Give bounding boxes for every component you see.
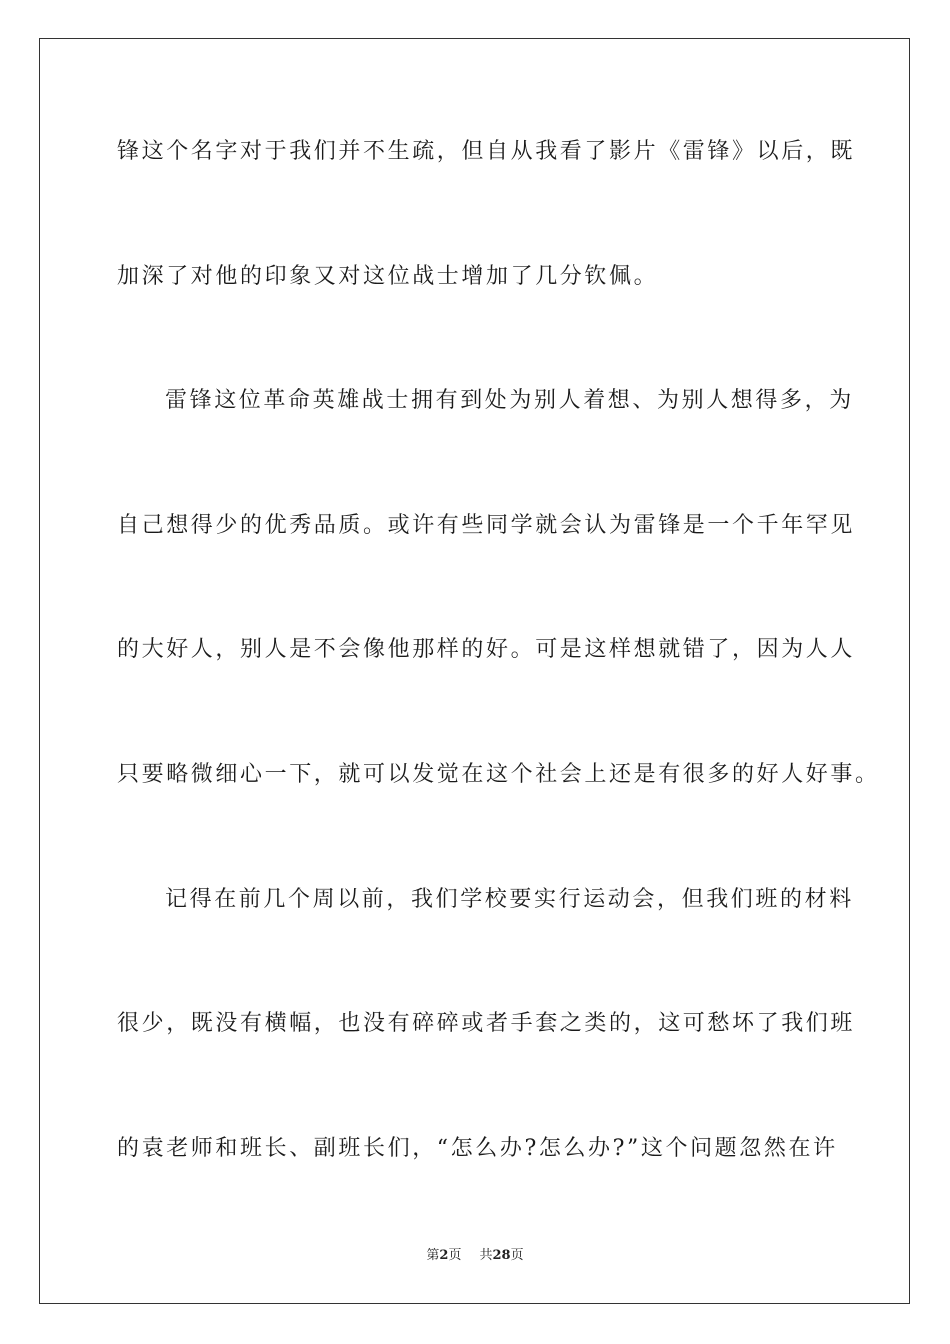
total-prefix: 共 bbox=[479, 1248, 493, 1263]
total-pages: 28 bbox=[492, 1248, 511, 1263]
text-line-6: 只要略微细心一下，就可以发觉在这个社会上还是有很多的好人好事。 bbox=[117, 762, 880, 787]
text-line-5: 的大好人，别人是不会像他那样的好。可是这样想就错了，因为人人 bbox=[117, 637, 856, 662]
text-line-4: 自己想得少的优秀品质。或许有些同学就会认为雷锋是一个千年罕见 bbox=[117, 513, 856, 538]
text-line-2: 加深了对他的印象又对这位战士增加了几分钦佩。 bbox=[117, 264, 659, 289]
text-line-9: 的袁老师和班长、副班长们，“怎么办?怎么办?”这个问题忽然在许 bbox=[117, 1136, 838, 1161]
text-line-3: 雷锋这位革命英雄战士拥有到处为别人着想、为别人想得多，为 bbox=[165, 388, 854, 413]
page-footer bbox=[0, 1247, 950, 1265]
total-suffix: 页 bbox=[510, 1248, 524, 1263]
page-number: 2 bbox=[439, 1248, 449, 1263]
text-line-1: 锋这个名字对于我们并不生疏，但自从我看了影片《雷锋》以后，既 bbox=[117, 139, 856, 164]
page-border bbox=[39, 38, 910, 1304]
text-line-7: 记得在前几个周以前，我们学校要实行运动会，但我们班的材料 bbox=[165, 887, 854, 912]
page-prefix: 第 bbox=[426, 1248, 440, 1263]
page-suffix: 页 bbox=[448, 1248, 462, 1263]
text-line-8: 很少，既没有横幅，也没有碎碎或者手套之类的，这可愁坏了我们班 bbox=[117, 1011, 856, 1036]
